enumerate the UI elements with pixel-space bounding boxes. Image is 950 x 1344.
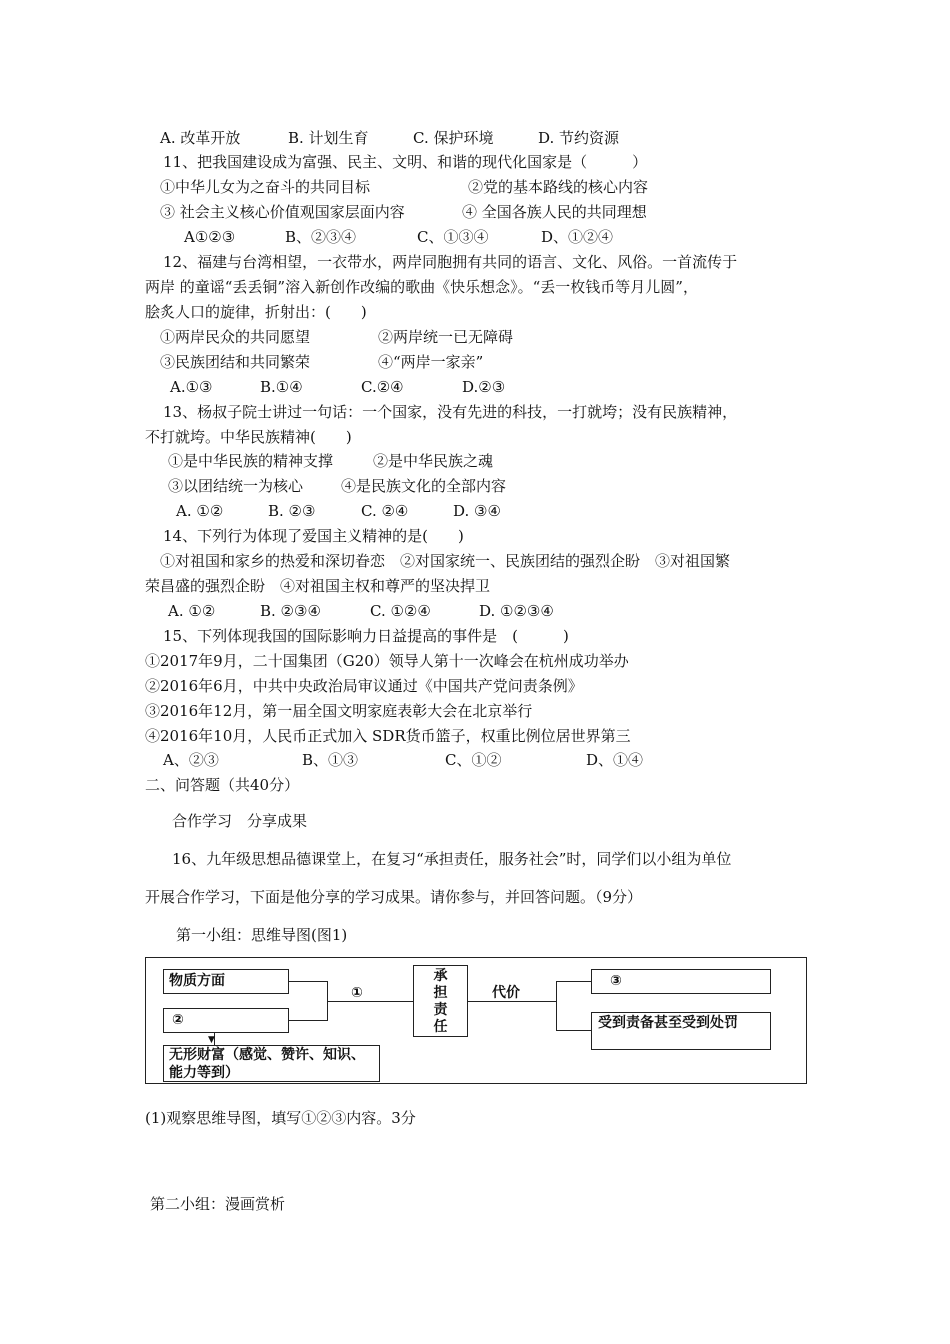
q13-item-2: ②是中华民族之魂: [373, 452, 494, 470]
q13-option-b: B. ②③: [268, 502, 316, 520]
mindmap-center-char-4: 任: [433, 1019, 448, 1035]
mindmap-box-2-text: ②: [172, 1012, 184, 1028]
mindmap-center-char-3: 责: [433, 1002, 448, 1018]
q13-option-d: D. ③④: [453, 502, 501, 520]
q16-stem-line-1: 16、九年级思想品德课堂上，在复习“承担责任，服务社会”时，同学们以小组为单位: [172, 850, 732, 868]
mindmap-line-bottom: [289, 1020, 327, 1021]
q15-item-3: ③2016年12月，第一届全国文明家庭表彰大会在北京举行: [145, 702, 533, 720]
q14-option-d: D. ①②③④: [479, 602, 554, 620]
mindmap-line-right-bottom: [556, 1030, 591, 1031]
q12-item-3: ③民族团结和共同繁荣: [160, 353, 311, 371]
mindmap-box-material-text: 物质方面: [169, 973, 225, 989]
q13-stem-line-2: 不打就垮。中华民族精神( ): [145, 428, 352, 446]
q14-option-c: C. ①②④: [370, 602, 431, 620]
mindmap-box-blame-text: 受到责备甚至受到处罚: [598, 1015, 738, 1031]
q12-option-c: C.②④: [361, 378, 404, 396]
mindmap-box-intangible-text: 无形财富（感觉、赞许、知识、能力等到）: [169, 1047, 365, 1081]
q11-option-b: B、②③④: [285, 228, 357, 246]
group-1-title: 第一小组：思维导图(图1): [176, 926, 348, 944]
q12-item-2: ②两岸统一已无障碍: [378, 328, 514, 346]
q14-option-a: A. ①②: [168, 602, 216, 620]
mindmap-center-box: [413, 965, 468, 1037]
q12-stem-line-2: 两岸 的童谣“丢丢铜”溶入新创作改编的歌曲《快乐想念》。“丢一枚钱币等月儿圆”，: [145, 278, 698, 296]
q10-option-a: A. 改革开放: [160, 129, 241, 147]
q11-item-4: ④ 全国各族人民的共同理想: [462, 203, 647, 221]
mindmap-box-intangible: [163, 1045, 380, 1082]
q13-option-a: A. ①②: [176, 502, 224, 520]
mindmap-line-right-top: [556, 981, 591, 982]
q10-option-b: B. 计划生育: [288, 129, 369, 147]
mindmap-center-char-1: 承: [433, 968, 448, 984]
q15-option-a: A、②③: [163, 751, 219, 769]
mindmap-box-2: [163, 1008, 289, 1033]
q15-item-4: ④2016年10月，人民币正式加入 SDR货币篮子，权重比例位居世界第三: [145, 727, 631, 745]
q16-sub-question-1: (1)观察思维导图，填写①②③内容。3分: [145, 1109, 416, 1127]
q12-item-1: ①两岸民众的共同愿望: [160, 328, 311, 346]
q15-stem: 15、下列体现我国的国际影响力日益提高的事件是 ( ): [163, 627, 569, 645]
q11-item-1: ①中华儿女为之奋斗的共同目标: [160, 178, 371, 196]
q12-option-a: A.①③: [170, 378, 213, 396]
mindmap-bracket-right: [556, 981, 557, 1031]
q15-option-c: C、①②: [445, 751, 502, 769]
q11-stem: 11、把我国建设成为富强、民主、文明、和谐的现代化国家是（ ）: [163, 153, 648, 171]
q13-option-c: C. ②④: [361, 502, 409, 520]
q12-option-b: B.①④: [260, 378, 303, 396]
section-2-title: 二、问答题（共40分）: [145, 776, 300, 794]
q11-option-c: C、①③④: [417, 228, 489, 246]
q14-stem: 14、下列行为体现了爱国主义精神的是( ): [163, 527, 464, 545]
q12-option-d: D.②③: [462, 378, 506, 396]
mindmap-label-cost: 代价: [492, 985, 520, 1001]
q12-stem-line-1: 12、福建与台湾相望，一衣带水，两岸同胞拥有共同的语言、文化、风俗。一首流传于: [163, 253, 738, 271]
q10-option-d: D. 节约资源: [538, 129, 620, 147]
q14-items-line-1: ①对祖国和家乡的热爱和深切眷恋 ②对国家统一、民族团结的强烈企盼 ③对祖国繁: [160, 552, 731, 570]
mindmap-box-material: [163, 969, 289, 994]
mindmap-arrow-head-icon: ▼: [208, 1035, 215, 1045]
q15-option-b: B、①③: [302, 751, 359, 769]
group-2-title: 第二小组：漫画赏析: [150, 1195, 286, 1213]
theme-heading: 合作学习 分享成果: [172, 812, 308, 830]
q13-item-1: ①是中华民族的精神支撑: [168, 452, 334, 470]
q11-option-d: D、①②④: [541, 228, 614, 246]
q12-stem-line-3: 脍炙人口的旋律，折射出：( ): [145, 303, 367, 321]
mindmap-box-3-text: ③: [610, 973, 622, 989]
mindmap-line-top: [289, 981, 327, 982]
q16-stem-line-2: 开展合作学习，下面是他分享的学习成果。请你参与，并回答问题。（9分）: [145, 888, 643, 906]
q15-option-d: D、①④: [586, 751, 644, 769]
mindmap-center-char-2: 担: [433, 985, 448, 1001]
q13-stem-line-1: 13、杨叔子院士讲过一句话：一个国家，没有先进的科技，一打就垮；没有民族精神，: [163, 403, 738, 421]
mindmap-label-1: ①: [351, 985, 363, 1001]
q14-option-b: B. ②③④: [260, 602, 321, 620]
mindmap-line-to-center: [327, 1001, 413, 1002]
q11-option-a: A①②③: [184, 228, 236, 246]
q12-item-4: ④“两岸一家亲”: [378, 353, 484, 371]
q10-option-c: C. 保护环境: [413, 129, 494, 147]
q13-item-4: ④是民族文化的全部内容: [341, 477, 507, 495]
mindmap-box-blame: [591, 1012, 771, 1050]
q11-item-3: ③ 社会主义核心价值观国家层面内容: [160, 203, 405, 221]
mind-map-figure: [145, 957, 807, 1084]
q13-item-3: ③以团结统一为核心: [168, 477, 304, 495]
q15-item-2: ②2016年6月，中共中央政治局审议通过《中国共产党问责条例》: [145, 677, 583, 695]
mindmap-box-3: [591, 969, 771, 994]
q14-items-line-2: 荣昌盛的强烈企盼 ④对祖国主权和尊严的坚决捍卫: [145, 577, 491, 595]
q15-item-1: ①2017年9月，二十国集团（G20）领导人第十一次峰会在杭州成功举办: [145, 652, 629, 670]
q11-item-2: ②党的基本路线的核心内容: [468, 178, 649, 196]
